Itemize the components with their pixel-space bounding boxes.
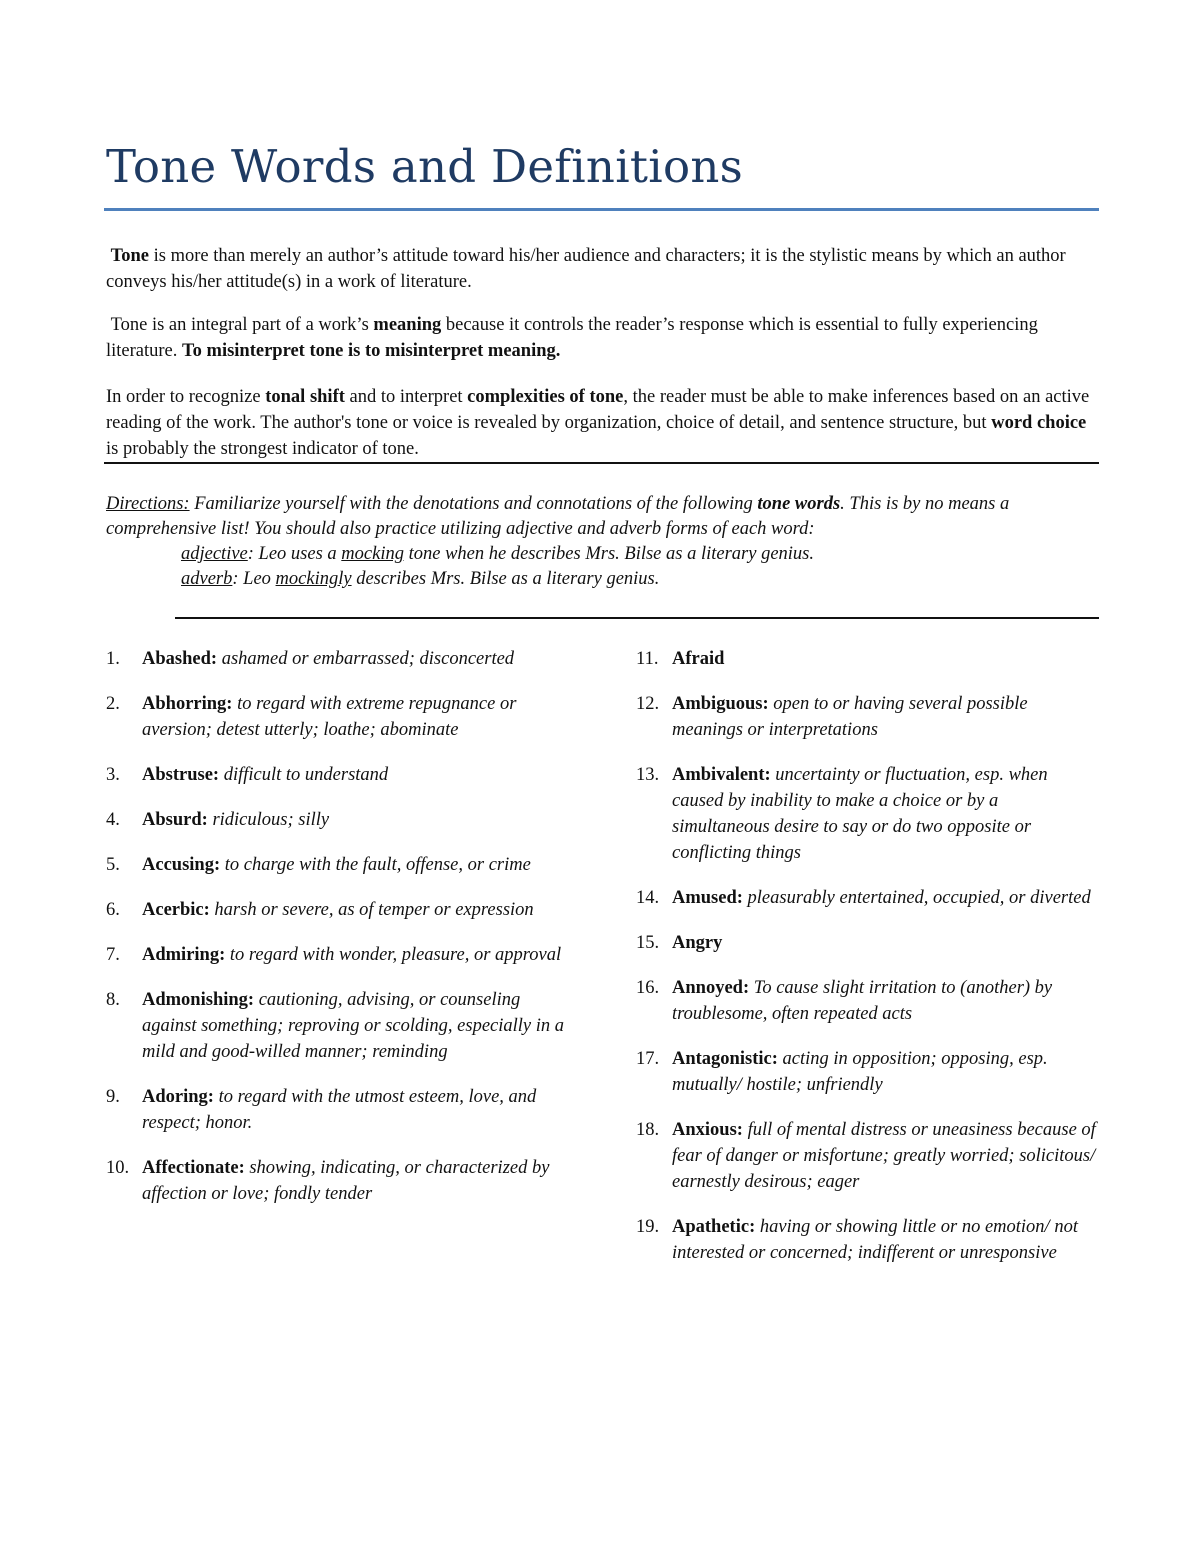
list-item <box>636 1046 1096 1098</box>
title-underline <box>104 208 1099 211</box>
tone-word-list-right <box>636 646 1096 1285</box>
item-number: 14. <box>636 888 660 908</box>
tone-definition: showing, indicating, or characterized by affection or love; fondly tender <box>142 1158 550 1204</box>
list-item <box>106 942 566 968</box>
item-number: 15. <box>636 933 660 953</box>
text-span: describes Mrs. Bilse as a literary genius. <box>351 569 660 589</box>
tone-definition: ashamed or embarrassed; disconcerted <box>217 649 515 669</box>
text-span: Familiarize yourself with the denotations and connotations of the following <box>189 494 758 514</box>
tone-word: Admonishing: <box>142 990 255 1010</box>
item-number: 7. <box>106 945 120 965</box>
example-label: adverb <box>181 569 233 589</box>
list-item <box>106 807 566 833</box>
tone-definition: to regard with the utmost esteem, love, and respect; honor. <box>142 1087 537 1133</box>
intro-paragraph-1 <box>106 243 1098 295</box>
tone-word: Annoyed: <box>672 978 750 998</box>
tone-definition: ridiculous; silly <box>207 810 330 830</box>
bold-term: tone words <box>757 494 841 514</box>
item-number: 9. <box>106 1087 120 1107</box>
item-number: 19. <box>636 1217 660 1237</box>
tone-definition: To cause slight irritation to (another) by troublesome, often repeated acts <box>672 978 1053 1024</box>
list-item <box>106 897 566 923</box>
tone-definition: full of mental distress or uneasiness because of fear of danger or misfortune; greatly worried; solicitous/ earnestly desirous; eager <box>672 1120 1096 1192</box>
tone-definition: to regard with extreme repugnance or aversion; detest utterly; loathe; abominate <box>142 694 517 740</box>
text-span: , the reader must be able to make inferences based on an active reading of the work. The author's tone or voice is revealed by organization, choice of detail, and sentence structure, but <box>106 387 1090 433</box>
tone-word: Abstruse: <box>142 765 220 785</box>
list-item <box>636 1214 1096 1266</box>
tone-definition: uncertainty or fluctuation, esp. when caused by inability to make a choice or by a simultaneous desire to say or do two opposite or conflicting things <box>672 765 1048 863</box>
list-item <box>106 852 566 878</box>
tone-word: Ambiguous: <box>672 694 769 714</box>
text-span: : Leo <box>232 569 276 589</box>
adverb-example <box>181 567 1081 592</box>
text-span: and to interpret <box>344 387 468 407</box>
bold-term: meaning <box>373 315 442 335</box>
item-number: 6. <box>106 900 120 920</box>
list-item <box>106 1084 566 1136</box>
item-number: 18. <box>636 1120 660 1140</box>
tone-word: Absurd: <box>142 810 208 830</box>
list-item <box>636 691 1096 743</box>
tone-definition: cautioning, advising, or counseling against something; reproving or scolding, especially in a mild and good-willed manner; reminding <box>142 990 565 1062</box>
tone-definition: to regard with wonder, pleasure, or approval <box>225 945 562 965</box>
list-item <box>106 646 566 672</box>
list-item <box>636 1117 1096 1195</box>
item-number: 4. <box>106 810 120 830</box>
tone-word-list-left <box>106 646 566 1226</box>
item-number: 1. <box>106 649 120 669</box>
text-span: is more than merely an author’s attitude toward his/her audience and characters; it is the stylistic means by which an author conveys his/her attitude(s) in a work of literature. <box>106 246 1066 292</box>
item-number: 17. <box>636 1049 660 1069</box>
tone-word: Angry <box>672 933 723 953</box>
tone-word: Adoring: <box>142 1087 214 1107</box>
list-item <box>106 1155 566 1207</box>
tone-definition: difficult to understand <box>219 765 389 785</box>
tone-word: Admiring: <box>142 945 226 965</box>
bold-term: word choice <box>991 413 1087 433</box>
tone-definition: having or showing little or no emotion/ not interested or concerned; indifferent or unresponsive <box>672 1217 1078 1263</box>
list-item <box>636 975 1096 1027</box>
page-title: Tone Words and Definitions <box>106 140 744 193</box>
list-item <box>636 930 1096 956</box>
tone-word: Afraid <box>672 649 725 669</box>
list-item <box>636 646 1096 672</box>
bold-statement: To misinterpret tone is to misinterpret meaning. <box>182 341 561 361</box>
tone-definition: harsh or severe, as of temper or expression <box>209 900 534 920</box>
item-number: 11. <box>636 649 659 669</box>
item-number: 8. <box>106 990 120 1010</box>
tone-word: Amused: <box>672 888 743 908</box>
text-span: . This is by no means a comprehensive list! You should also practice utilizing adjective and adverb forms of each word: <box>106 494 1010 539</box>
text-span: tone when he describes Mrs. Bilse as a literary genius. <box>403 544 815 564</box>
tone-word: Acerbic: <box>142 900 210 920</box>
item-number: 10. <box>106 1158 130 1178</box>
directions-divider <box>175 617 1099 619</box>
tone-definition: pleasurably entertained, occupied, or diverted <box>742 888 1091 908</box>
item-number: 3. <box>106 765 120 785</box>
intro-paragraph-2 <box>106 312 1098 364</box>
tone-word: Antagonistic: <box>672 1049 778 1069</box>
item-number: 13. <box>636 765 660 785</box>
example-word: mockingly <box>275 569 352 589</box>
example-word: mocking <box>341 544 404 564</box>
tone-word: Abashed: <box>142 649 218 669</box>
text-span: is probably the strongest indicator of tone. <box>106 439 419 459</box>
directions-paragraph <box>106 492 1098 542</box>
adjective-example <box>181 542 1081 567</box>
item-number: 5. <box>106 855 120 875</box>
list-item <box>106 691 566 743</box>
tone-word: Apathetic: <box>672 1217 756 1237</box>
list-item <box>106 762 566 788</box>
item-number: 12. <box>636 694 660 714</box>
tone-word: Anxious: <box>672 1120 743 1140</box>
tone-definition: acting in opposition; opposing, esp. mutually/ hostile; unfriendly <box>672 1049 1048 1095</box>
tone-definition: open to or having several possible meanings or interpretations <box>672 694 1028 740</box>
bold-term: Tone <box>110 246 150 266</box>
example-label: adjective <box>181 544 248 564</box>
item-number: 16. <box>636 978 660 998</box>
tone-word: Abhorring: <box>142 694 233 714</box>
intro-paragraph-3 <box>106 384 1098 462</box>
tone-word: Affectionate: <box>142 1158 245 1178</box>
list-item <box>636 885 1096 911</box>
list-item <box>106 987 566 1065</box>
text-span: In order to recognize <box>106 387 266 407</box>
tone-word: Accusing: <box>142 855 221 875</box>
bold-term: tonal shift <box>265 387 345 407</box>
text-span: because it controls the reader’s response which is essential to fully experiencing literature. <box>106 315 1038 361</box>
tone-definition: to charge with the fault, offense, or crime <box>220 855 531 875</box>
directions-label: Directions: <box>106 494 190 514</box>
text-span: : Leo uses a <box>247 544 342 564</box>
section-divider <box>104 462 1099 464</box>
text-span: Tone is an integral part of a work’s <box>110 315 374 335</box>
item-number: 2. <box>106 694 120 714</box>
list-item <box>636 762 1096 866</box>
tone-word: Ambivalent: <box>672 765 771 785</box>
bold-term: complexities of tone <box>467 387 624 407</box>
